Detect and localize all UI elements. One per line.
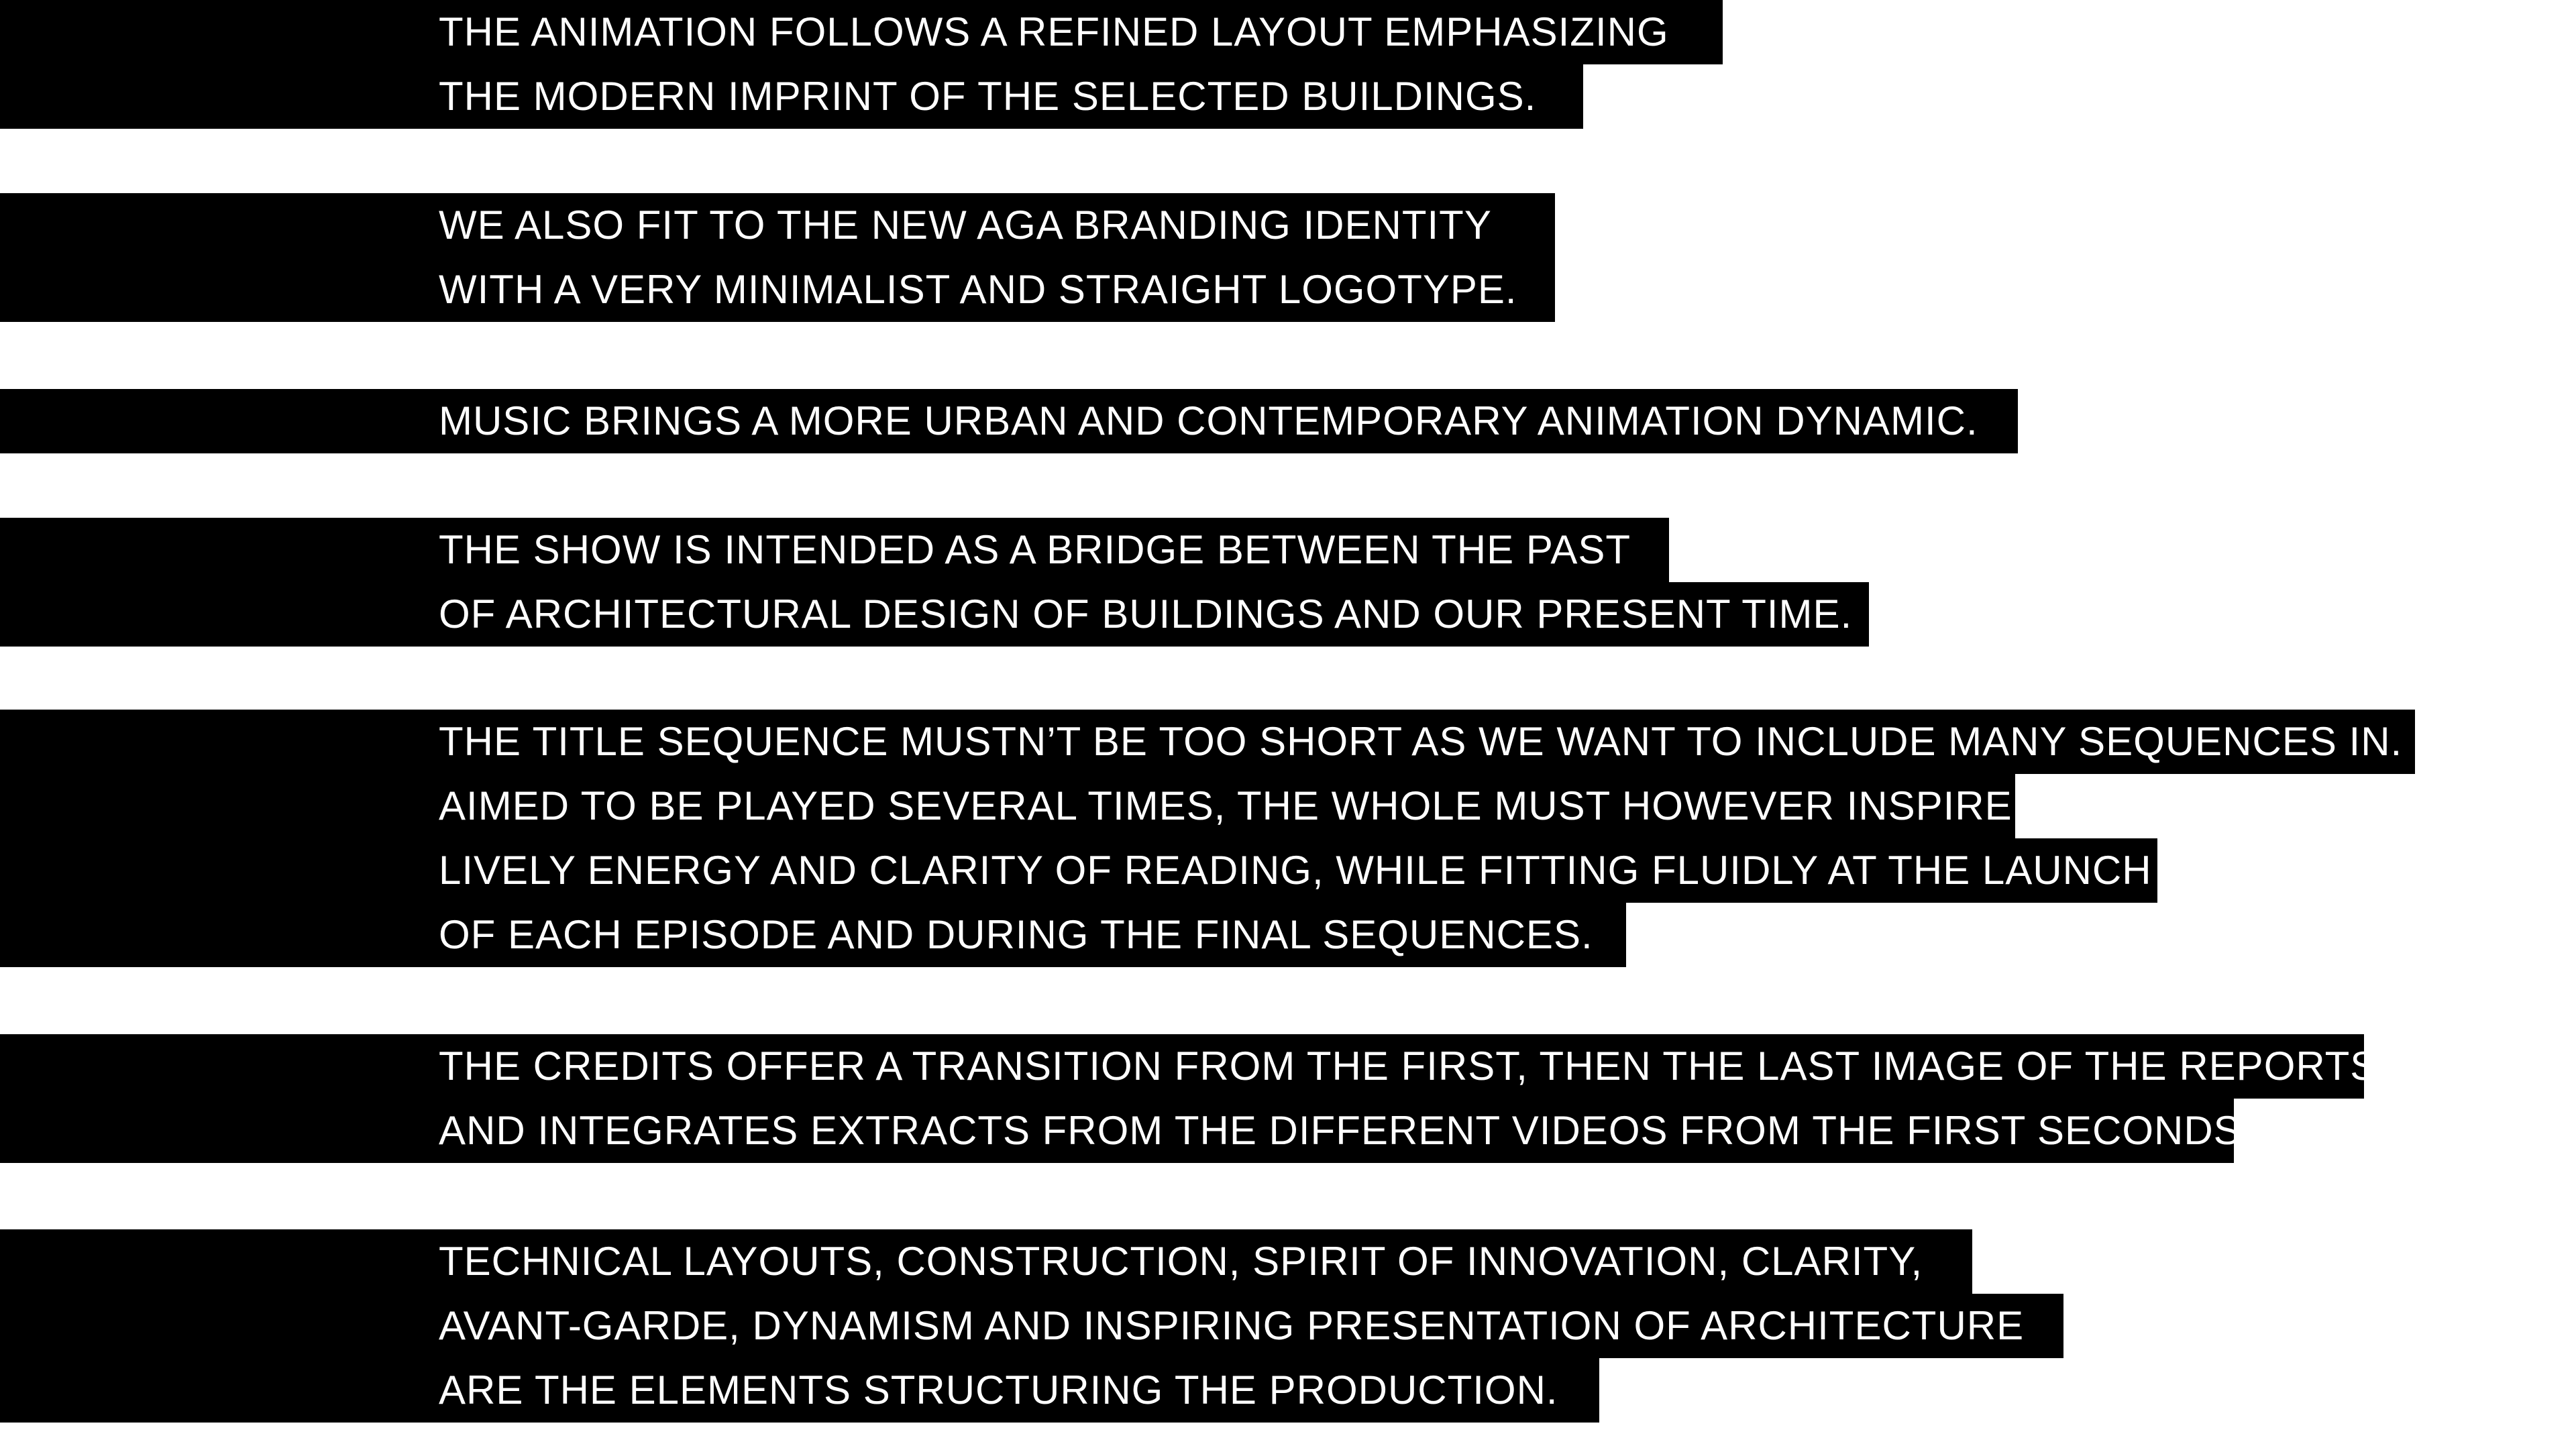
text-line: OF EACH EPISODE AND DURING THE FINAL SEQUENCES.: [439, 912, 1593, 957]
text-line: WITH A VERY MINIMALIST AND STRAIGHT LOGOTYPE.: [439, 267, 1517, 312]
text-line-bar: [0, 1294, 2063, 1358]
text-line-bar: [0, 710, 2415, 774]
text-line: AIMED TO BE PLAYED SEVERAL TIMES, THE WHOLE MUST HOWEVER INSPIRE: [439, 783, 2012, 828]
text-line: WE ALSO FIT TO THE NEW AGA BRANDING IDENTITY: [439, 203, 1492, 247]
text-line-bar: [0, 1099, 2253, 1163]
text-line: MUSIC BRINGS A MORE URBAN AND CONTEMPORARY ANIMATION DYNAMIC.: [439, 398, 1978, 443]
text-line: OF ARCHITECTURAL DESIGN OF BUILDINGS AND OUR PRESENT TIME.: [439, 592, 1853, 636]
text-line-bar: [0, 1229, 1972, 1294]
text-line-bar: [0, 1034, 2378, 1099]
text-line-bar: [0, 774, 2015, 838]
text-line-bar: [0, 0, 1723, 64]
text-line-bar: [0, 518, 1669, 582]
text-line: TECHNICAL LAYOUTS, CONSTRUCTION, SPIRIT OF INNOVATION, CLARITY,: [439, 1239, 1923, 1284]
text-line: THE TITLE SEQUENCE MUSTN’T BE TOO SHORT AS WE WANT TO INCLUDE MANY SEQUENCES IN.: [439, 719, 2403, 764]
text-line: THE ANIMATION FOLLOWS A REFINED LAYOUT EMPHASIZING: [439, 9, 1669, 54]
text-line: AVANT-GARDE, DYNAMISM AND INSPIRING PRESENTATION OF ARCHITECTURE: [439, 1303, 2025, 1348]
text-line-bar: [0, 389, 2018, 453]
text-line-bar: [0, 582, 1869, 647]
text-line: THE SHOW IS INTENDED AS A BRIDGE BETWEEN THE PAST: [439, 527, 1631, 572]
text-line: AND INTEGRATES EXTRACTS FROM THE DIFFERENT VIDEOS FROM THE FIRST SECONDS.: [439, 1108, 2253, 1153]
text-line: THE MODERN IMPRINT OF THE SELECTED BUILDINGS.: [439, 74, 1537, 119]
text-line-bar: [0, 193, 1555, 258]
text-line-bar: [0, 258, 1555, 322]
text-line-bar: [0, 903, 1626, 967]
text-line: LIVELY ENERGY AND CLARITY OF READING, WHILE FITTING FLUIDLY AT THE LAUNCH: [439, 848, 2152, 893]
text-line-bar: [0, 1358, 1599, 1423]
text-line: ARE THE ELEMENTS STRUCTURING THE PRODUCTION.: [439, 1368, 1558, 1412]
text-line: THE CREDITS OFFER A TRANSITION FROM THE FIRST, THEN THE LAST IMAGE OF THE REPORTS: [439, 1044, 2378, 1089]
text-line-bar: [0, 64, 1583, 129]
text-line-bar: [0, 838, 2157, 903]
